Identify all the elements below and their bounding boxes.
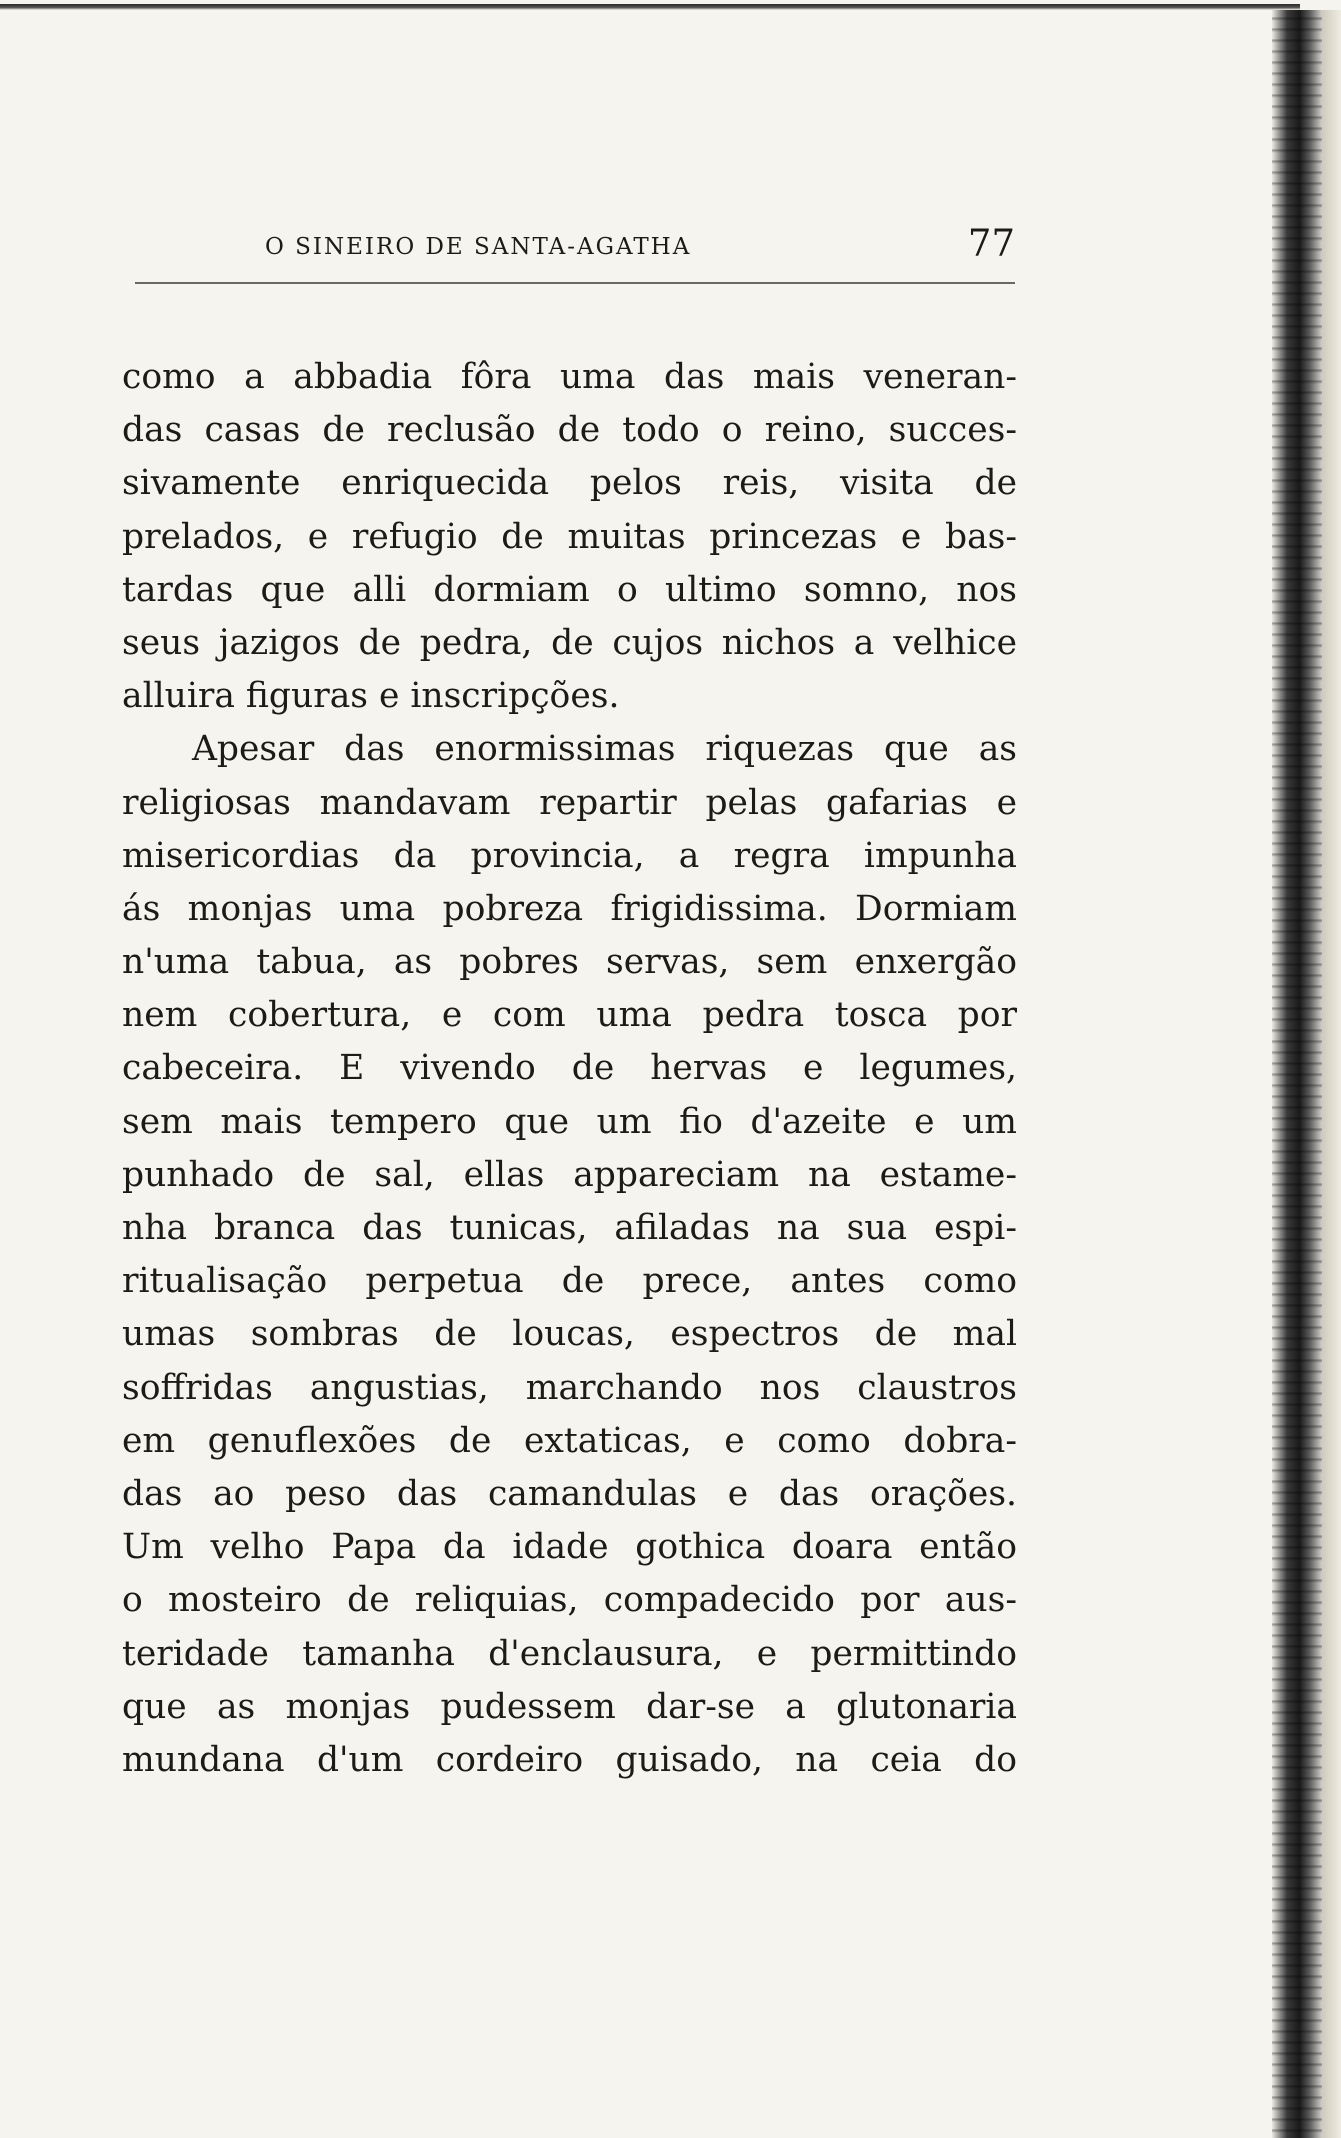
text-line: seus jazigos de pedra, de cujos nichos a velhice [122,622,1017,663]
text-line: misericordias da provincia, a regra impunha [122,835,1017,876]
page-binding-edge [1272,10,1322,2138]
text-line: como a abbadia fôra uma das mais veneran- [122,357,1017,397]
page-header [135,222,1015,270]
text-line: o mosteiro de reliquias, compadecido por aus- [122,1580,1017,1621]
text-line: prelados, e refugio de muitas princezas e bas- [122,516,1017,557]
page-number: 77 [967,222,1015,265]
text-line: ritualisação perpetua de prece, antes como [122,1261,1017,1302]
text-line: em genuflexões de extaticas, e como dobra- [122,1420,1017,1461]
text-line: Um velho Papa da idade gothica doara então [122,1527,1017,1568]
text-line: umas sombras de loucas, espectros de mal [122,1314,1017,1355]
text-line: nem cobertura, e com uma pedra tosca por [122,995,1017,1036]
text-line: que as monjas pudessem dar-se a glutonaria [122,1686,1017,1727]
text-line: soffridas angustias, marchando nos claustros [122,1367,1017,1408]
text-line: teridade tamanha d'enclausura, e permittindo [122,1633,1017,1674]
text-line: cabeceira. E vivendo de hervas e legumes, [122,1048,1017,1089]
text-line: Apesar das enormissimas riquezas que as [192,729,1017,770]
body-text [122,351,1017,1787]
text-line: tardas que alli dormiam o ultimo somno, nos [122,569,1017,610]
header-rule [135,282,1015,284]
text-line: sivamente enriquecida pelos reis, visita de [122,463,1017,504]
text-line: punhado de sal, ellas appareciam na estame- [122,1154,1017,1195]
page-margin-strip [1322,10,1341,2138]
top-edge-rule [0,4,1300,10]
text-line: mundana d'um cordeiro guisado, na ceia do [122,1739,1017,1780]
text-line: n'uma tabua, as pobres servas, sem enxergão [122,942,1017,983]
text-line: religiosas mandavam repartir pelas gafarias e [122,782,1017,823]
text-line: das ao peso das camandulas e das orações. [122,1473,1017,1514]
text-line: nha branca das tunicas, afiladas na sua espi- [122,1208,1017,1248]
running-head: O SINEIRO DE SANTA-AGATHA [265,234,692,260]
text-line: das casas de reclusão de todo o reino, succes- [122,410,1017,451]
text-line: ás monjas uma pobreza frigidissima. Dormiam [122,888,1017,929]
text-line: alluira figuras e inscripções. [122,676,620,717]
text-line: sem mais tempero que um fio d'azeite e um [122,1101,1017,1142]
